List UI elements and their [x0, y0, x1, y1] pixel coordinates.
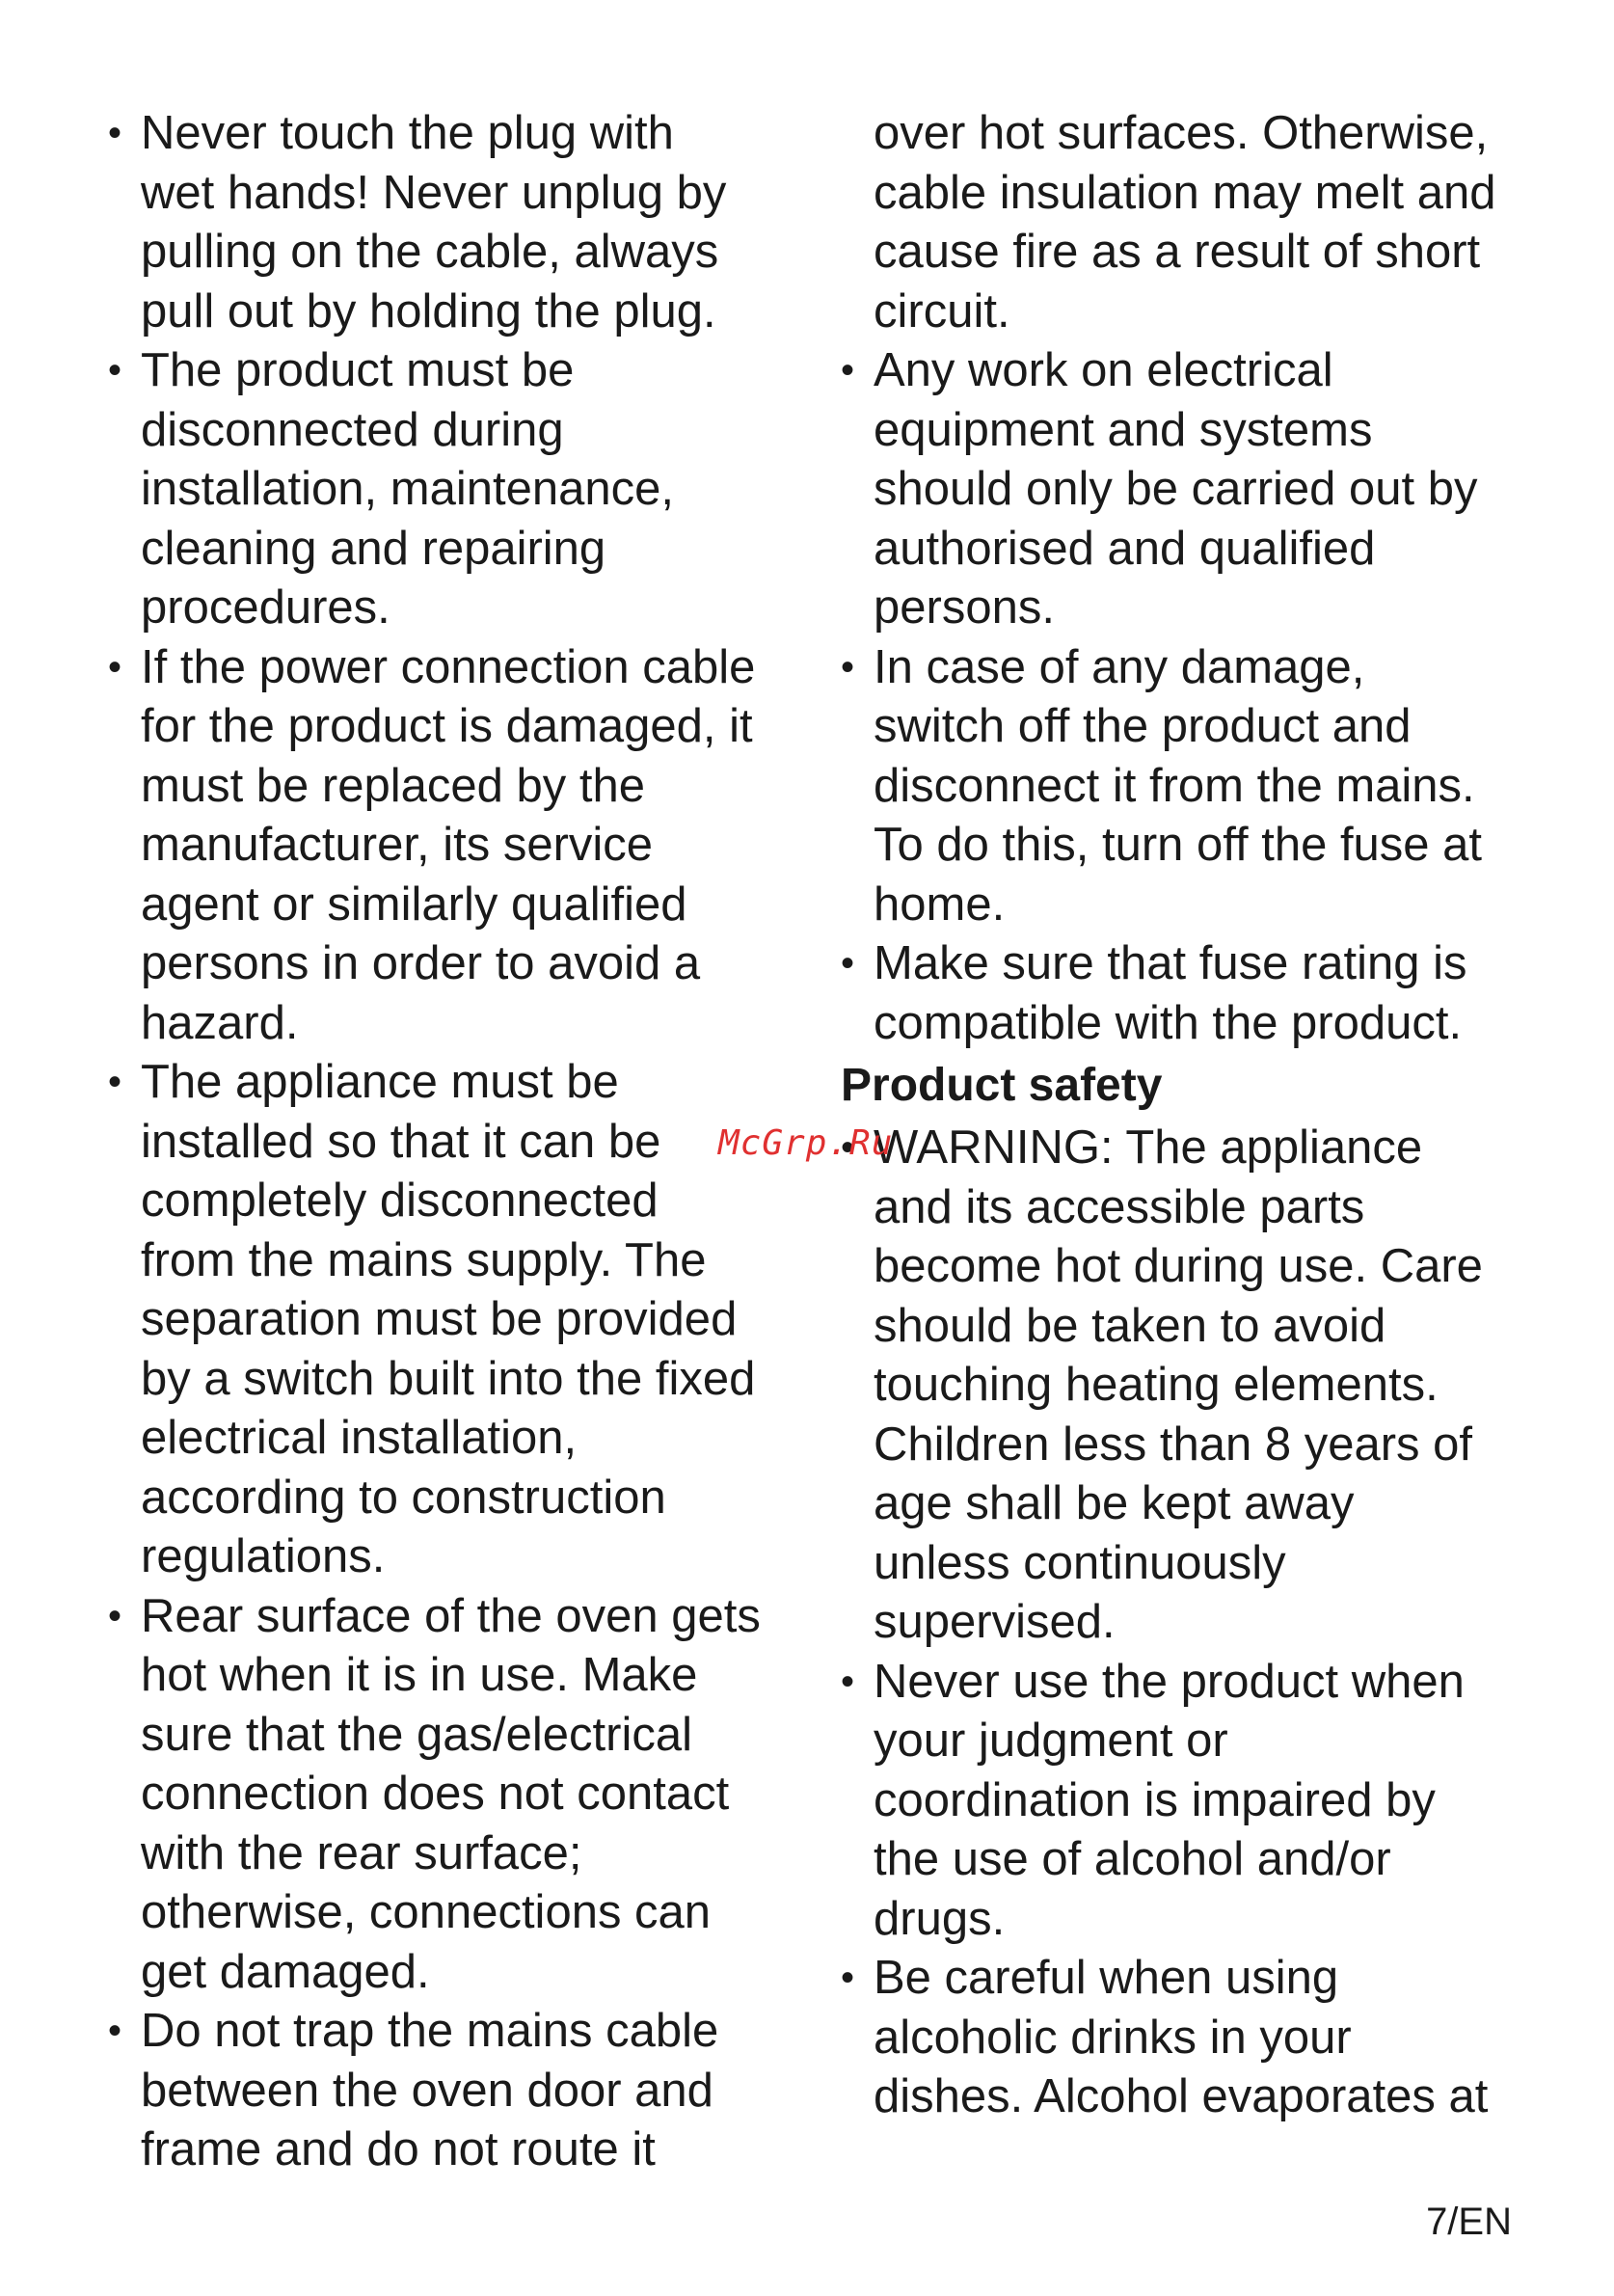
- right-column: [841, 104, 1535, 2127]
- warning-label: WARNING:: [874, 1121, 1114, 1174]
- section-heading: Product safety: [841, 1060, 1163, 1111]
- continued-text: over hot surfaces. Otherwise, cable insulation may melt and cause fire as a result of short circuit.: [874, 107, 1496, 338]
- list-item: • Be careful when using alcoholic drinks in your dishes. Alcohol evaporates at: [841, 1949, 1535, 2127]
- warning-text: The appliance and its accessible parts become hot during use. Care should be taken to avoid touching heating elements. Children less than 8 years of age shall be kept away unless continuously supervised.: [874, 1121, 1483, 1648]
- list-item: • If the power connection cable for the product is damaged, it must be replaced by the manufacturer, its service agent or similarly qualified persons in order to avoid a hazard.: [108, 638, 802, 1054]
- list-item: • Make sure that fuse rating is compatible with the product.: [841, 934, 1535, 1053]
- list-item: • The appliance must be installed so that it can be completely disconnected from the mains supply. The separation must be provided by a switch built into the fixed electrical installation, according to construction regulations.: [108, 1053, 802, 1587]
- list-item: • Do not trap the mains cable between the oven door and frame and do not route it: [108, 2002, 802, 2180]
- list-item: • Any work on electrical equipment and systems should only be carried out by authorised and qualified persons.: [841, 341, 1535, 638]
- list-item: • Rear surface of the oven gets hot when it is in use. Make sure that the gas/electrical connection does not contact with the rear surface; otherwise, connections can get damaged.: [108, 1587, 802, 2003]
- list-item: • Never touch the plug with wet hands! Never unplug by pulling on the cable, always pull out by holding the plug.: [108, 104, 802, 341]
- warning-item: [841, 1119, 1535, 1653]
- left-column: [108, 104, 802, 2180]
- page-number: 7/EN: [1426, 2201, 1512, 2243]
- list-item: • Never use the product when your judgment or coordination is impaired by the use of alcohol and/or drugs.: [841, 1653, 1535, 1950]
- list-item: • In case of any damage, switch off the product and disconnect it from the mains. To do this, turn off the fuse at home.: [841, 638, 1535, 935]
- watermark: McGrp.Ru: [718, 1123, 894, 1163]
- list-item: • The product must be disconnected during installation, maintenance, cleaning and repairing procedures.: [108, 341, 802, 638]
